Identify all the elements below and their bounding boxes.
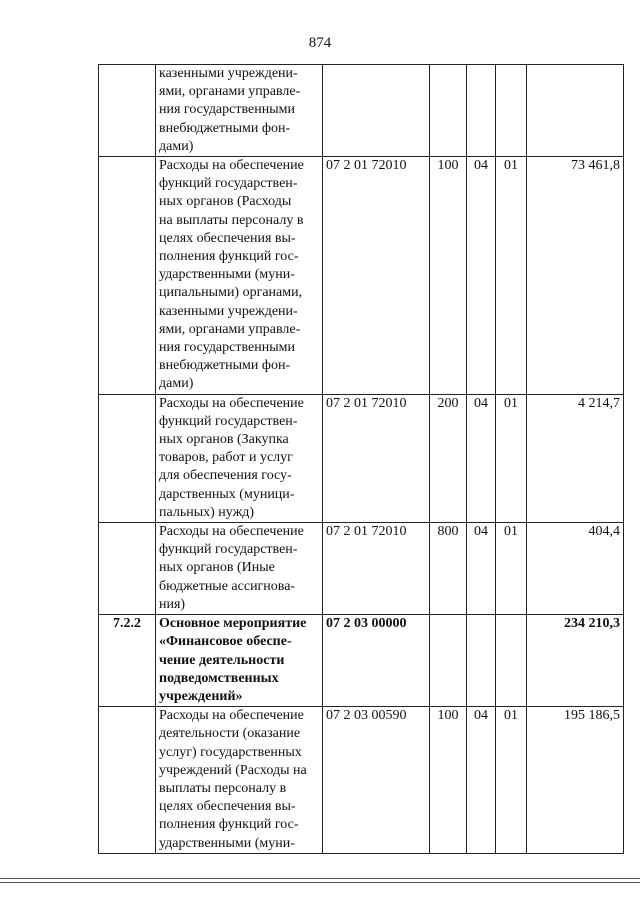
row-number <box>99 707 156 854</box>
row-pr <box>496 615 527 707</box>
row-pr <box>496 65 527 157</box>
row-sum: 4 214,7 <box>527 394 624 522</box>
row-pr: 01 <box>496 523 527 615</box>
row-sum: 404,4 <box>527 523 624 615</box>
row-pr: 01 <box>496 394 527 522</box>
row-number <box>99 523 156 615</box>
row-name-text: Расходы на обеспечение функций государствен- ных органов (Закупка товаров, работ и услуг для обеспечения госу- дарственных (муници- пальных) нужд) <box>159 395 304 520</box>
row-name <box>156 615 323 707</box>
row-rz <box>467 615 496 707</box>
row-rz <box>467 65 496 157</box>
table-row <box>99 65 624 157</box>
row-name <box>156 394 323 522</box>
row-vr: 800 <box>430 523 467 615</box>
row-name <box>156 157 323 395</box>
row-name <box>156 523 323 615</box>
row-pr: 01 <box>496 707 527 854</box>
row-name-text: Расходы на обеспечение функций государствен- ных органов (Расходы на выплаты персоналу в целях обеспечения вы- полнения функций гос- ударственными (муни- ципальными) органами, казенными учреждени- ями, органами управле- ния государственными внебюджетными фон- дами) <box>159 158 304 392</box>
row-name <box>156 65 323 157</box>
footer-rule <box>0 878 640 879</box>
row-vr <box>430 615 467 707</box>
row-code: 07 2 01 72010 <box>323 157 430 395</box>
row-code: 07 2 03 00000 <box>323 615 430 707</box>
row-rz: 04 <box>467 157 496 395</box>
row-rz: 04 <box>467 707 496 854</box>
row-vr: 200 <box>430 394 467 522</box>
row-code: 07 2 01 72010 <box>323 523 430 615</box>
table-row <box>99 615 624 707</box>
row-code: 07 2 01 72010 <box>323 394 430 522</box>
row-sum: 195 186,5 <box>527 707 624 854</box>
table-row <box>99 394 624 522</box>
table-row <box>99 523 624 615</box>
row-code <box>323 65 430 157</box>
row-sum: 234 210,3 <box>527 615 624 707</box>
row-name-text: Расходы на обеспечение деятельности (оказание услуг) государственных учреждений (Расходы на выплаты персоналу в целях обеспечения вы- полнения функций гос- ударственными (муни- <box>159 708 307 851</box>
table-row <box>99 707 624 854</box>
row-rz: 04 <box>467 394 496 522</box>
row-vr: 100 <box>430 157 467 395</box>
row-pr: 01 <box>496 157 527 395</box>
row-name <box>156 707 323 854</box>
row-number <box>99 65 156 157</box>
row-name-text: казенными учреждени- ями, органами управле- ния государственными внебюджетными фон- дами) <box>159 66 301 154</box>
row-vr: 100 <box>430 707 467 854</box>
row-number <box>99 394 156 522</box>
footer-rule <box>0 882 640 883</box>
row-number: 7.2.2 <box>99 615 156 707</box>
budget-table <box>98 64 624 854</box>
row-name-text: Основное мероприятие «Финансовое обеспе- чение деятельности подведомственных учреждений» <box>159 616 307 704</box>
table-row <box>99 157 624 395</box>
row-sum: 73 461,8 <box>527 157 624 395</box>
row-number <box>99 157 156 395</box>
row-sum <box>527 65 624 157</box>
row-code: 07 2 03 00590 <box>323 707 430 854</box>
row-name-text: Расходы на обеспечение функций государствен- ных органов (Иные бюджетные ассигнова- ния) <box>159 524 304 612</box>
page-number: 874 <box>308 35 332 51</box>
row-vr <box>430 65 467 157</box>
row-rz: 04 <box>467 523 496 615</box>
